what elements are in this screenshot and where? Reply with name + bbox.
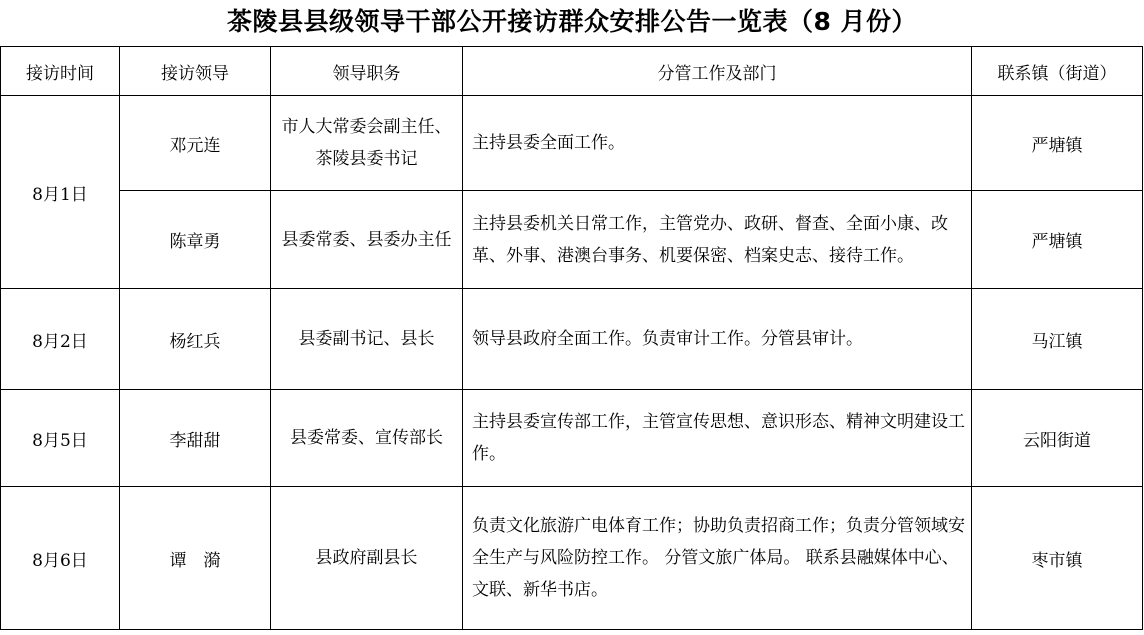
- work-cell: 负责文化旅游广电体育工作；协助负责招商工作；负责分管领域安全生产与风险防控工作。 分管文旅广体局。 联系县融媒体中心、文联、新华书店。: [463, 487, 972, 630]
- leader-cell: 谭 漪: [120, 487, 271, 630]
- table-header-row: [1, 47, 1143, 96]
- reception-schedule-table: [0, 46, 1143, 630]
- date-cell: 8月5日: [1, 390, 120, 487]
- table-row: [1, 390, 1143, 487]
- position-cell: 县委副书记、县长: [271, 289, 463, 390]
- town-cell: 严塘镇: [972, 191, 1143, 289]
- table-row: [1, 191, 1143, 289]
- page-title: 茶陵县县级领导干部公开接访群众安排公告一览表（8 月份）: [226, 7, 918, 36]
- header-time: 接访时间: [1, 47, 120, 96]
- date-cell: 8月6日: [1, 487, 120, 630]
- header-work: 分管工作及部门: [463, 47, 972, 96]
- table-row: [1, 96, 1143, 191]
- date-cell: 8月2日: [1, 289, 120, 390]
- town-cell: 马江镇: [972, 289, 1143, 390]
- town-cell: 枣市镇: [972, 487, 1143, 630]
- work-cell: 主持县委全面工作。: [463, 96, 972, 191]
- town-cell: 严塘镇: [972, 96, 1143, 191]
- position-cell: 县委常委、宣传部长: [271, 390, 463, 487]
- leader-cell: 陈章勇: [120, 191, 271, 289]
- position-cell: 市人大常委会副主任、茶陵县委书记: [271, 96, 463, 191]
- work-cell: 主持县委宣传部工作，主管宣传思想、意识形态、精神文明建设工作。: [463, 390, 972, 487]
- table-row: [1, 487, 1143, 630]
- leader-cell: 邓元连: [120, 96, 271, 191]
- leader-cell: 杨红兵: [120, 289, 271, 390]
- leader-cell: 李甜甜: [120, 390, 271, 487]
- header-position: 领导职务: [271, 47, 463, 96]
- header-leader: 接访领导: [120, 47, 271, 96]
- date-cell: 8月1日: [1, 96, 120, 289]
- header-town: 联系镇（街道）: [972, 47, 1143, 96]
- position-cell: 县委常委、县委办主任: [271, 191, 463, 289]
- work-cell: 主持县委机关日常工作，主管党办、政研、督查、全面小康、改革、外事、港澳台事务、机要保密、档案史志、接待工作。: [463, 191, 972, 289]
- position-cell: 县政府副县长: [271, 487, 463, 630]
- work-cell: 领导县政府全面工作。负责审计工作。分管县审计。: [463, 289, 972, 390]
- table-row: [1, 289, 1143, 390]
- town-cell: 云阳街道: [972, 390, 1143, 487]
